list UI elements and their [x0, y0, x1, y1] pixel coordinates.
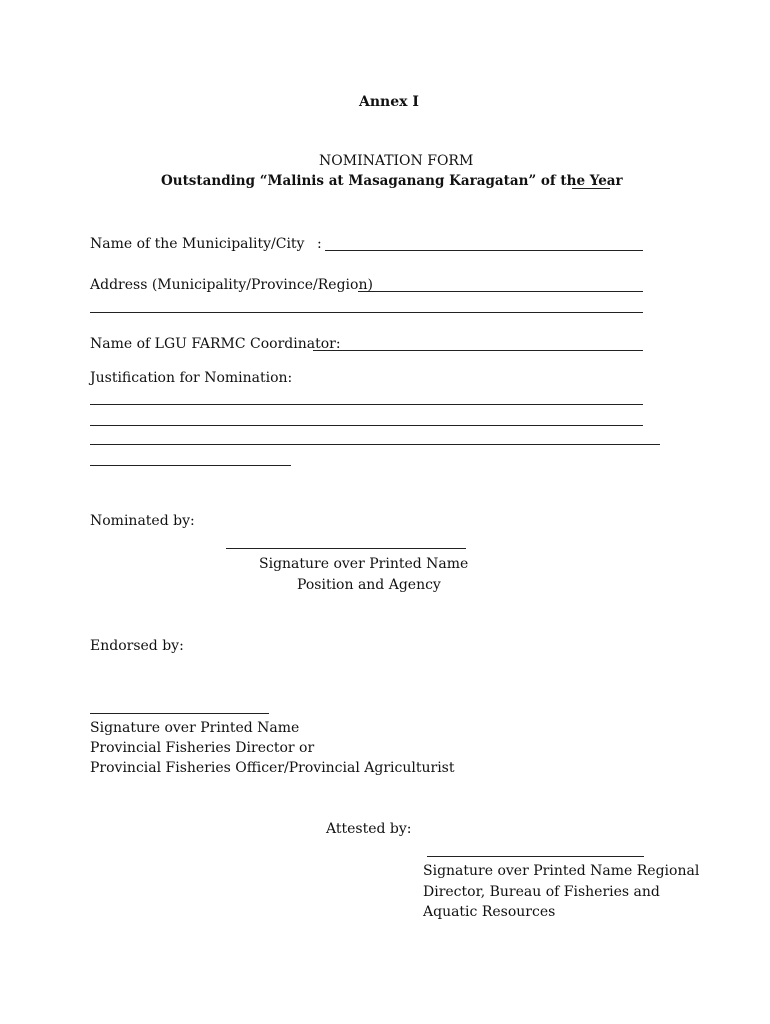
address-label: Address (Municipality/Province/Region)	[90, 277, 373, 293]
award-year-blank[interactable]	[572, 188, 610, 189]
endorsed-by-label: Endorsed by:	[90, 638, 184, 654]
attester-caption-line-1: Signature over Printed Name Regional	[423, 863, 700, 879]
endorser-title-line-1: Provincial Fisheries Director or	[90, 740, 315, 756]
coordinator-label: Name of LGU FARMC Coordinator:	[90, 336, 341, 352]
nominated-by-label: Nominated by:	[90, 513, 195, 529]
nominator-signature-line[interactable]	[226, 548, 466, 549]
endorser-signature-line[interactable]	[90, 713, 269, 714]
form-title: NOMINATION FORM	[319, 153, 474, 169]
justification-label: Justification for Nomination:	[90, 370, 293, 386]
justification-field-line-4[interactable]	[90, 465, 291, 466]
address-field-line-1[interactable]	[358, 291, 643, 292]
annex-label: Annex I	[359, 94, 419, 110]
nominator-position-caption: Position and Agency	[297, 577, 441, 593]
municipality-label: Name of the Municipality/City	[90, 236, 305, 252]
attested-by-label: Attested by:	[326, 821, 412, 837]
endorser-signature-caption: Signature over Printed Name	[90, 720, 300, 736]
endorser-title-line-2: Provincial Fisheries Officer/Provincial Agriculturist	[90, 760, 455, 776]
justification-field-line-2[interactable]	[90, 425, 643, 426]
attester-caption-line-2: Director, Bureau of Fisheries and	[423, 884, 660, 900]
municipality-colon: :	[317, 236, 322, 252]
coordinator-field[interactable]	[313, 350, 643, 351]
municipality-field[interactable]	[325, 250, 643, 251]
attester-caption-line-3: Aquatic Resources	[423, 904, 556, 920]
nominator-signature-caption: Signature over Printed Name	[259, 556, 469, 572]
justification-field-line-3[interactable]	[90, 444, 660, 445]
attester-signature-line[interactable]	[427, 856, 644, 857]
justification-field-line-1[interactable]	[90, 404, 643, 405]
award-title: Outstanding “Malinis at Masaganang Karagatan” of the Year	[161, 173, 623, 189]
address-field-line-2[interactable]	[90, 312, 643, 313]
